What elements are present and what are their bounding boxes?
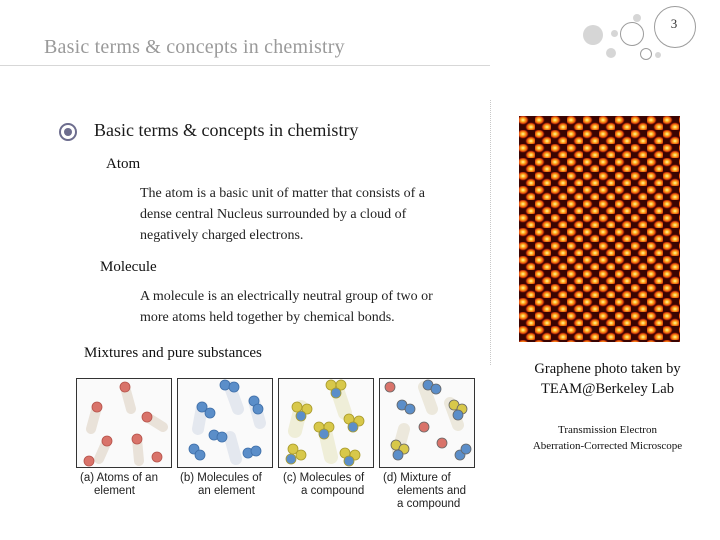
panel-atoms-element (76, 378, 172, 468)
mixture-illustration (380, 379, 474, 467)
microscope-caption: Transmission Electron Aberration-Corrected Microscope (532, 424, 683, 452)
atoms-element-illustration (77, 379, 171, 467)
header-divider (0, 65, 490, 66)
atom-definition: The atom is a basic unit of matter that consists of a dense central Nucleus surrounded by a cloud of negatively charged electrons. (140, 186, 425, 243)
term-molecule: Molecule (100, 259, 157, 275)
molecules-element-illustration (178, 379, 272, 467)
graphene-photo (519, 116, 680, 342)
molecule-definition: A molecule is an electrically neutral group of two or more atoms held together by chemical bonds. (140, 289, 433, 325)
panel-molecules-element (177, 378, 273, 468)
bullet-dot-icon (64, 128, 72, 136)
panel-d-label: (d) Mixture of elements and a compound (383, 472, 467, 510)
panel-mixture (379, 378, 475, 468)
term-mixtures: Mixtures and pure substances (84, 345, 262, 361)
term-atom: Atom (106, 156, 141, 172)
panel-molecules-compound (278, 378, 374, 468)
panel-b-label: (b) Molecules of an element (180, 472, 262, 497)
slide-header-title: Basic terms & concepts in chemistry (44, 36, 345, 58)
panel-a-label: (a) Atoms of an element (80, 472, 158, 497)
photo-caption: Graphene photo taken by TEAM@Berkeley Lab (534, 361, 681, 397)
page-number: 3 (670, 16, 678, 31)
main-heading: Basic terms & concepts in chemistry (94, 120, 359, 140)
molecules-compound-illustration (279, 379, 373, 467)
panel-c-label: (c) Molecules of a compound (283, 472, 365, 497)
column-divider (490, 100, 491, 365)
